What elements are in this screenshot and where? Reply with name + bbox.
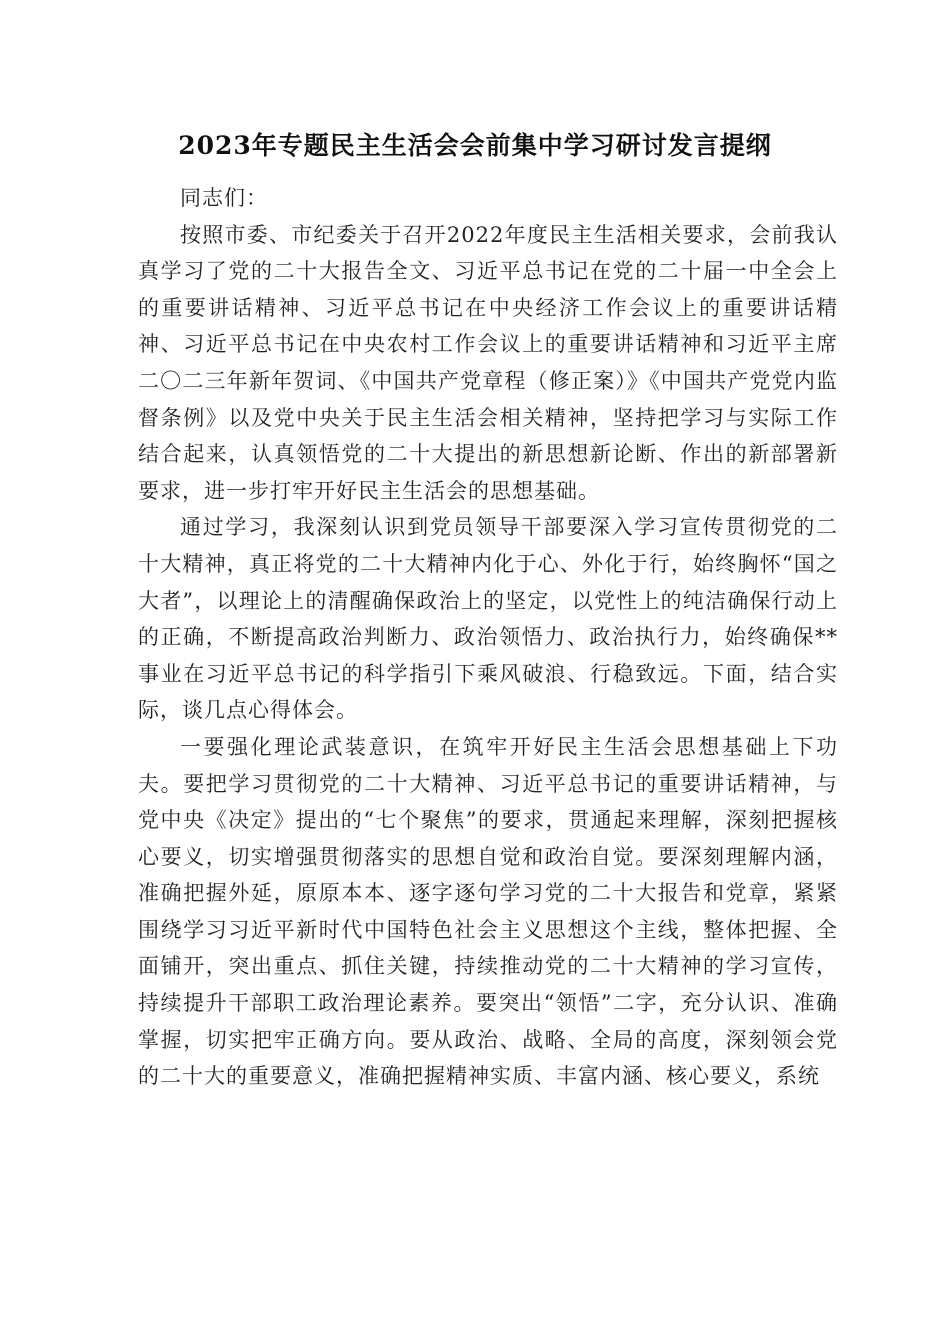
paragraph-2: 通过学习，我深刻认识到党员领导干部要深入学习宣传贯彻党的二十大精神，真正将党的二十大精神内化于心、外化于行，始终胸怀“国之大者”，以理论上的清醒确保政治上的坚定，以党性上的纯洁确保行动上的正确，不断提高政治判断力、政治领悟力、政治执行力，始终确保**事业在习近平总书记的科学指引下乘风破浪、行稳致远。下面，结合实际，谈几点心得体会。 bbox=[138, 515, 838, 723]
greeting: 同志们： bbox=[180, 186, 268, 210]
paragraph-1: 按照市委、市纪委关于召开2022年度民主生活相关要求，会前我认真学习了党的二十大报告全文、习近平总书记在党的二十届一中全会上的重要讲话精神、习近平总书记在中央经济工作会议上的重要讲话精神、习近平总书记在中央农村工作会议上的重要讲话精神和习近平主席二〇二三年新年贺词、《中国共产党章程（修正案）》《中国共产党党内监督条例》以及党中央关于民主生活会相关精神，坚持把学习与实际工作结合起来，认真领悟党的二十大提出的新思想新论断、作出的新部署新要求，进一步打牢开好民主生活会的思想基础。 bbox=[138, 222, 838, 503]
document-body bbox=[138, 180, 838, 1095]
paragraph-3: 一要强化理论武装意识，在筑牢开好民主生活会思想基础上下功夫。要把学习贯彻党的二十大精神、习近平总书记的重要讲话精神，与党中央《决定》提出的“七个聚焦”的要求，贯通起来理解，深刻把握核心要义，切实增强贯彻落实的思想自觉和政治自觉。要深刻理解内涵，准确把握外延，原原本本、逐字逐句学习党的二十大报告和党章，紧紧围绕学习习近平新时代中国特色社会主义思想这个主线，整体把握、全面铺开，突出重点、抓住关键，持续推动党的二十大精神的学习宣传，持续提升干部职工政治理论素养。要突出“领悟”二字，充分认识、准确掌握，切实把牢正确方向。要从政治、战略、全局的高度，深刻领会党的二十大的重要意义，准确把握精神实质、丰富内涵、核心要义，系统 bbox=[138, 734, 838, 1089]
document-title: 2023年专题民主生活会会前集中学习研讨发言提纲 bbox=[178, 131, 772, 160]
